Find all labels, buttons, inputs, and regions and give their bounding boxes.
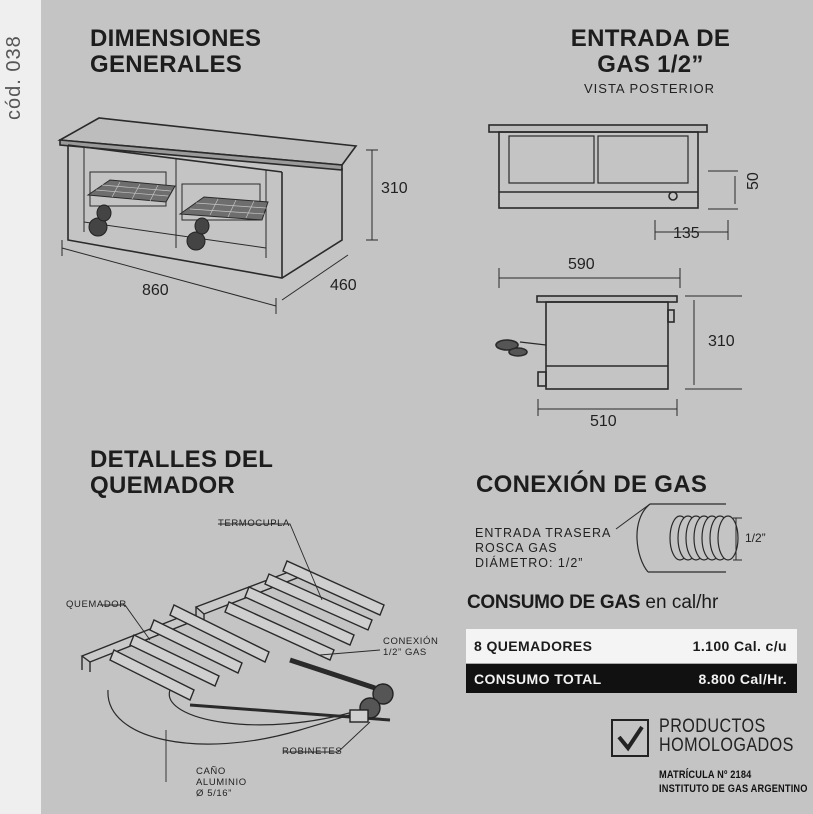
consumption-title-bold: CONSUMO DE GAS (467, 592, 641, 613)
certification-title (659, 717, 794, 755)
dim-50: 50 (745, 172, 762, 190)
certification-box (611, 719, 649, 757)
gas-connection-line3: DIÁMETRO: 1/2” (475, 556, 584, 570)
gas-connection-text (475, 526, 611, 571)
gas-inlet-title (568, 26, 733, 78)
dim-590: 590 (568, 256, 595, 273)
gas-connection-line1: ENTRADA TRASERA (475, 526, 612, 540)
burner-drawing (82, 524, 393, 782)
dim-height: 310 (381, 180, 408, 197)
label-conexion-l2: 1/2” GAS (383, 647, 427, 658)
dimensions-title-l2: GENERALES (90, 51, 243, 78)
gas-connection-line2: ROSCA GAS (475, 541, 558, 555)
dim-135: 135 (673, 225, 700, 242)
dim-depth: 460 (330, 277, 357, 294)
burner-title-l1: DETALLES DEL (90, 446, 274, 473)
dim-310-side: 310 (708, 333, 735, 350)
gas-connection-drawing (616, 504, 742, 572)
certification-institute: INSTITUTO DE GAS ARGENTINO (659, 783, 808, 795)
certification-details (659, 768, 808, 796)
row-value: 1.100 Cal. c/u (692, 638, 787, 654)
certification-line2: HOMOLOGADOS (659, 735, 794, 756)
product-code: cód. 038 (3, 35, 25, 120)
row-label: CONSUMO TOTAL (474, 670, 602, 687)
gas-inlet-subtitle: VISTA POSTERIOR (584, 81, 716, 96)
burner-title (90, 447, 273, 499)
burner-title-l2: QUEMADOR (90, 472, 236, 499)
consumption-title (467, 592, 718, 614)
row-value: 8.800 Cal/Hr. (698, 670, 787, 687)
consumption-table (466, 629, 797, 693)
row-label: 8 QUEMADORES (474, 638, 593, 654)
side-view-drawing (496, 268, 742, 416)
consumption-title-unit: en cal/hr (640, 592, 719, 613)
dimensions-title (90, 26, 261, 78)
label-cano-l1: CAÑO (196, 766, 226, 777)
gas-connection-size: 1/2” (745, 531, 766, 545)
dim-510: 510 (590, 413, 617, 430)
label-conexion (383, 636, 438, 658)
dimensions-title-l1: DIMENSIONES (90, 25, 262, 52)
label-cano-l2: ALUMINIO (196, 777, 247, 788)
label-conexion-l1: CONEXIÓN (383, 636, 439, 647)
gas-inlet-title-l1: ENTRADA DE (570, 25, 731, 52)
certification-line1: PRODUCTOS (659, 716, 766, 737)
label-quemador: QUEMADOR (66, 599, 127, 610)
dim-width: 860 (142, 282, 169, 299)
certification-matricula: MATRÍCULA Nº 2184 (659, 769, 752, 781)
gas-inlet-title-l2: GAS 1/2” (597, 51, 704, 78)
table-row (466, 629, 797, 664)
rear-view-drawing (489, 125, 738, 240)
label-robinetes: ROBINETES (282, 746, 343, 757)
label-termocupla: TERMOCUPLA (218, 518, 290, 529)
gas-connection-title: CONEXIÓN DE GAS (476, 471, 708, 498)
label-cano (196, 766, 247, 799)
label-cano-l3: Ø 5/16” (196, 788, 232, 799)
table-row (466, 664, 797, 693)
